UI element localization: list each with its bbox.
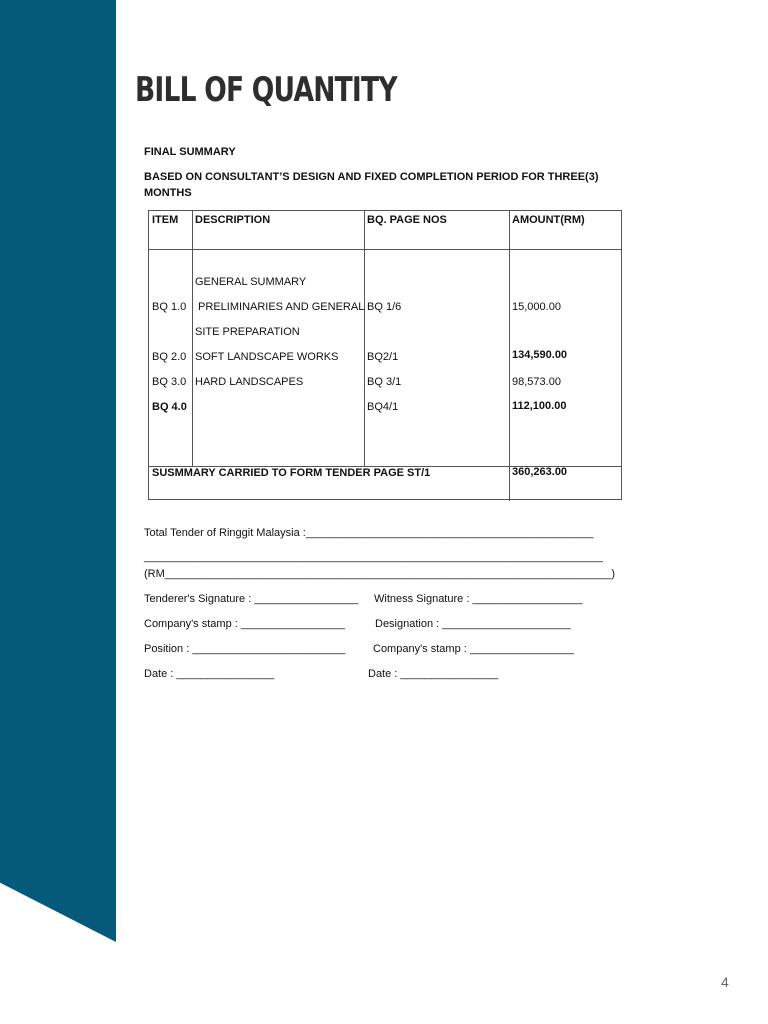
company-stamp-blank: _________________: [240, 618, 345, 630]
company-stamp-line-2: [373, 643, 574, 655]
tenderer-signature-line: [144, 593, 358, 605]
position-blank: _________________________: [192, 643, 346, 655]
witness-signature-line: [374, 593, 583, 605]
witness-signature-blank: __________________: [472, 593, 583, 605]
row-page: BQ4/1: [367, 401, 399, 413]
footer-total: 360,263.00: [512, 466, 568, 478]
company-stamp-blank: _________________: [469, 643, 574, 655]
row-description: SOFT LANDSCAPE WORKS: [195, 351, 339, 363]
rm-blank: _________________________________________________________________________): [164, 568, 616, 580]
position-line: [144, 643, 345, 655]
row-amount: 112,100.00: [512, 400, 567, 412]
continuation-line: ___________________________________________________________________________: [144, 551, 603, 563]
header-page-nos: BQ. PAGE NOS: [367, 214, 447, 226]
date-label: Date :: [144, 668, 174, 680]
row-amount: 134,590.00: [512, 349, 568, 361]
summary-heading: FINAL SUMMARY: [144, 146, 236, 158]
row-description: HARD LANDSCAPES: [195, 376, 304, 388]
company-stamp-line-1: [144, 618, 345, 630]
company-stamp-label: Company's stamp :: [373, 643, 467, 655]
row-item: BQ 2.0: [152, 351, 187, 363]
tenderer-signature-blank: _________________: [254, 593, 359, 605]
tenderer-signature-label: Tenderer's Signature :: [144, 593, 252, 605]
date-line-2: [368, 668, 498, 680]
row-page: BQ2/1: [367, 351, 399, 363]
page-number: 4: [721, 974, 729, 990]
rm-open-label: (RM: [144, 568, 165, 580]
page-title: BILL OF QUANTITY: [135, 70, 397, 110]
header-divider: [149, 249, 621, 250]
row-item: BQ 3.0: [152, 376, 187, 388]
total-tender-label: Total Tender of Ringgit Malaysia :: [144, 527, 306, 539]
footer-label: SUSMMARY CARRIED TO FORM TENDER PAGE ST/1: [152, 467, 431, 479]
date-blank: ________________: [400, 668, 499, 680]
total-tender-line: [144, 527, 593, 539]
header-item: ITEM: [152, 214, 179, 226]
row-description: SITE PREPARATION: [195, 326, 300, 338]
sidebar-accent-band: [0, 0, 116, 942]
header-description: DESCRIPTION: [195, 214, 271, 226]
row-item: BQ 1.0: [152, 301, 187, 313]
summary-subheading-line2: MONTHS: [144, 187, 192, 199]
position-label: Position :: [144, 643, 190, 655]
general-summary-label: GENERAL SUMMARY: [195, 276, 307, 288]
row-item: BQ 4.0: [152, 401, 187, 413]
row-page: BQ 3/1: [367, 376, 402, 388]
row-amount: 15,000.00: [512, 301, 561, 313]
bill-of-quantity-table: [148, 210, 622, 500]
row-amount: 98,573.00: [512, 376, 561, 388]
rm-line: [144, 568, 615, 580]
date-label: Date :: [368, 668, 398, 680]
company-stamp-label: Company's stamp :: [144, 618, 238, 630]
column-divider: [509, 211, 510, 501]
designation-blank: _____________________: [442, 618, 571, 630]
row-page: BQ 1/6: [367, 301, 402, 313]
date-blank: ________________: [176, 668, 275, 680]
header-amount: AMOUNT(RM): [512, 214, 585, 226]
witness-signature-label: Witness Signature :: [374, 593, 470, 605]
designation-line: [375, 618, 571, 630]
row-description: PRELIMINARIES AND GENERAL: [195, 301, 365, 313]
summary-subheading-line1: BASED ON CONSULTANT’S DESIGN AND FIXED COMPLETION PERIOD FOR THREE(3): [144, 171, 599, 183]
designation-label: Designation :: [375, 618, 440, 630]
date-line-1: [144, 668, 274, 680]
total-tender-blank: _______________________________________________: [305, 527, 594, 539]
